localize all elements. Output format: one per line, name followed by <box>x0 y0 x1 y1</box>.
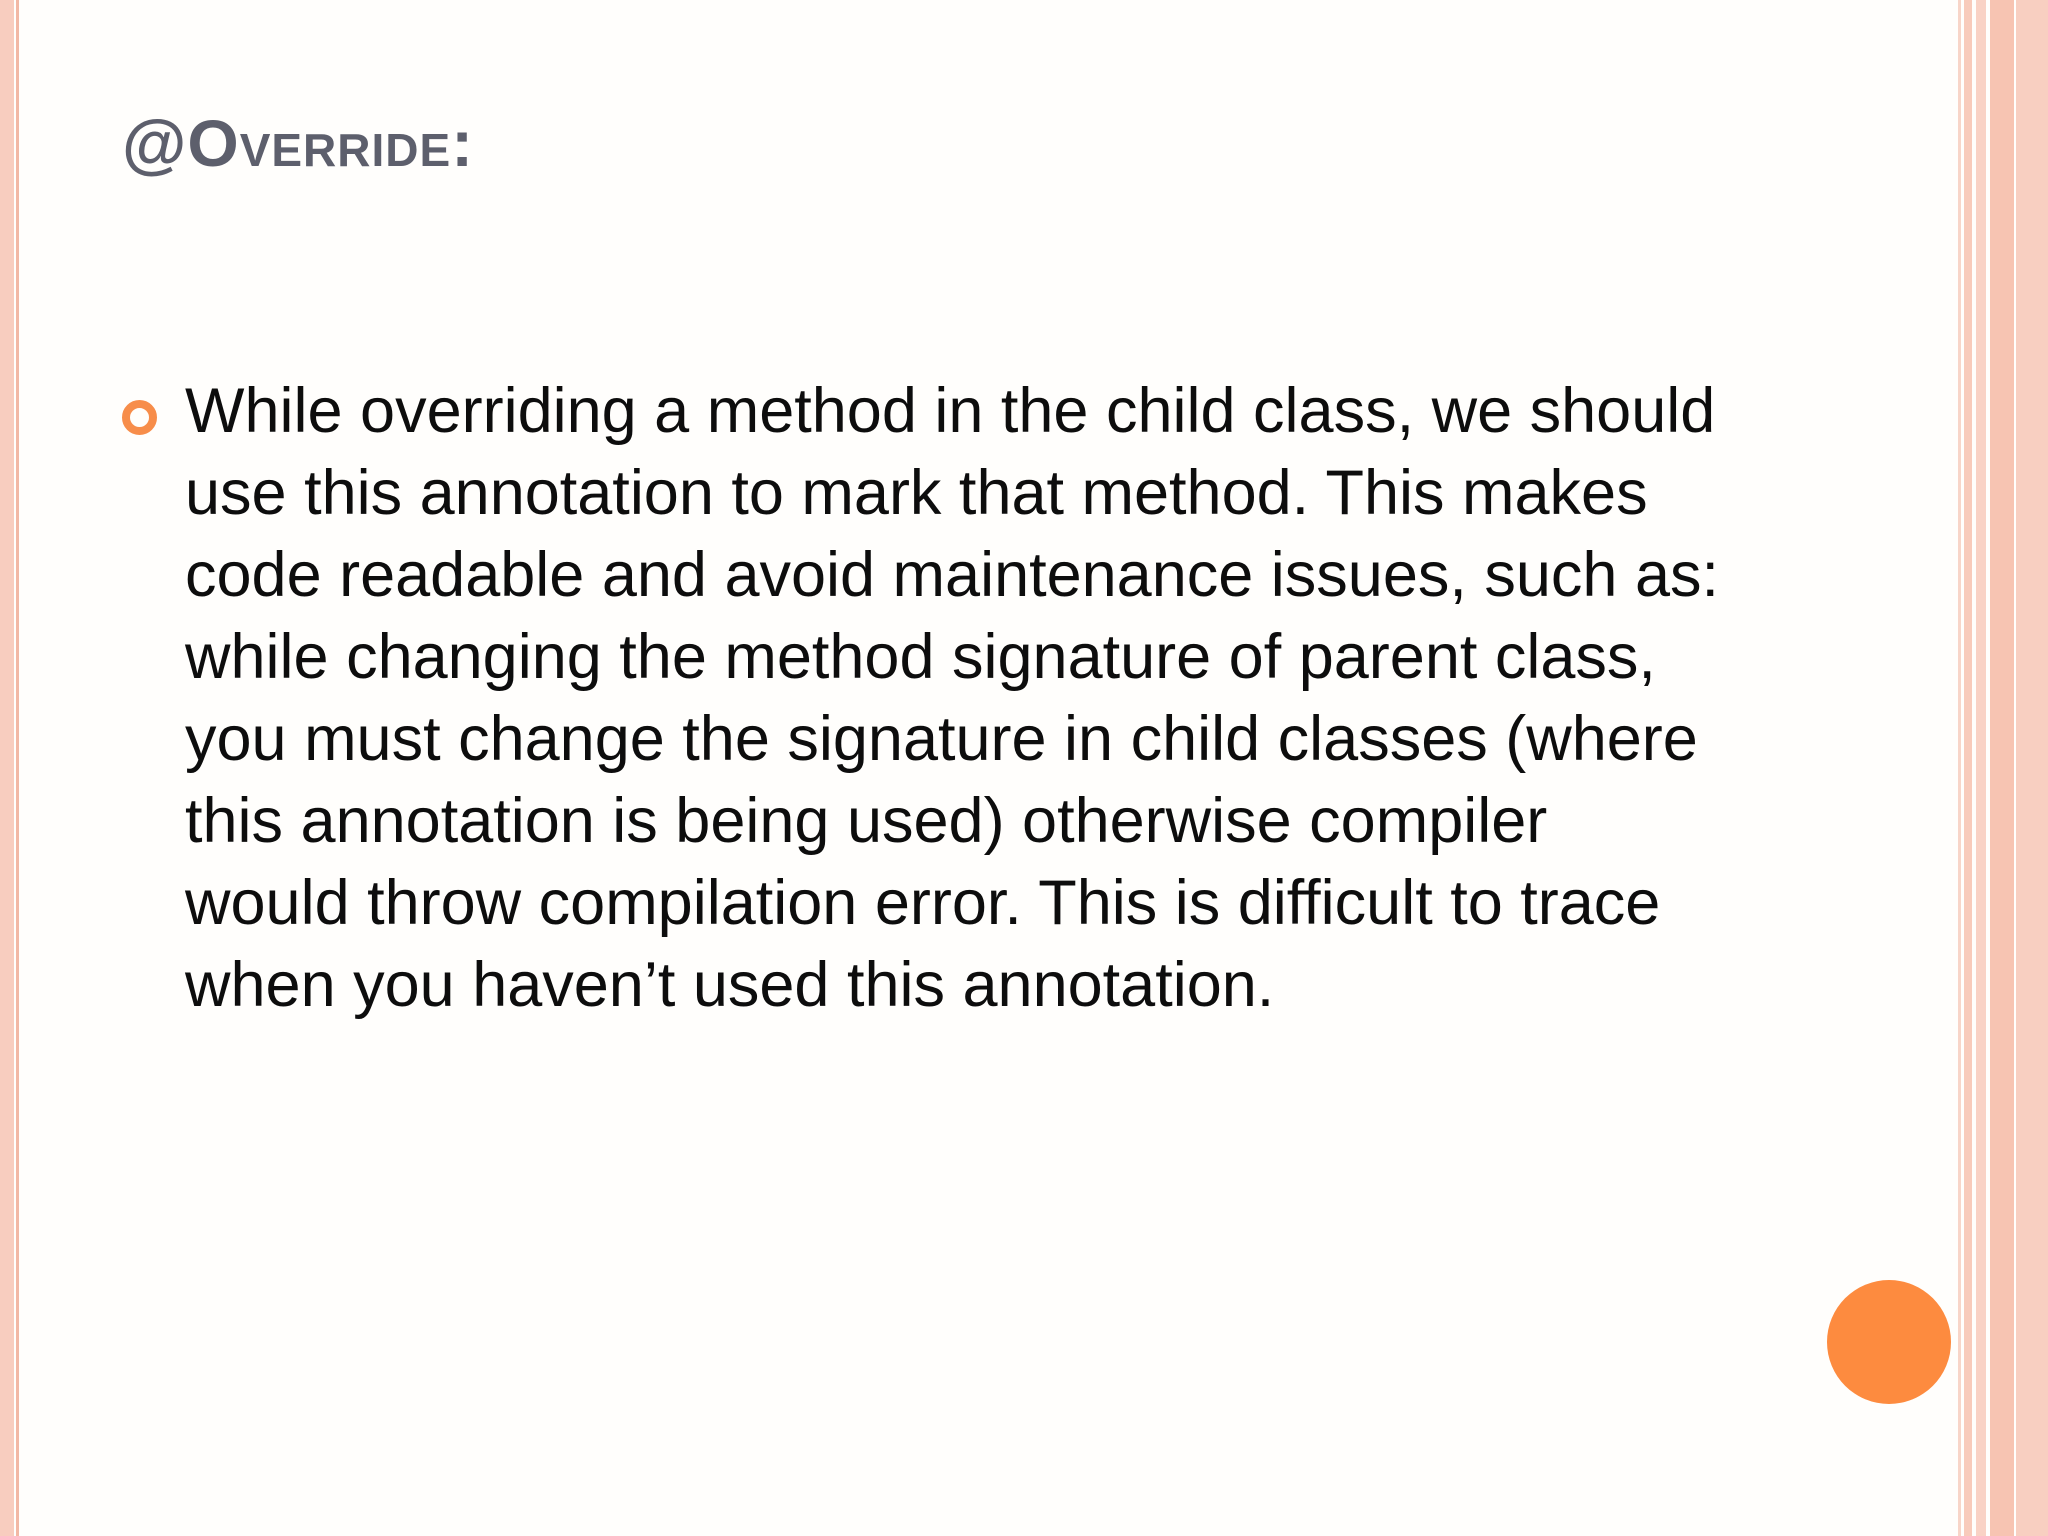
right-border-stripe <box>1958 0 1961 1536</box>
bullet-text: While overriding a method in the child class, we should use this annotation to mark that method. This makes code readable and avoid maintenance issues, such as: while changing the method signature of parent class, you must change the signature in child classes (where this annotation is being used) otherwise compiler would throw compilation error. This is difficult to trace when you haven’t used this annotation. <box>185 376 1719 1020</box>
circle-outline-bullet-icon <box>122 400 157 435</box>
right-border-stripe <box>1964 0 1972 1536</box>
orange-circle-decoration <box>1827 1280 1951 1404</box>
right-border-stripe <box>2016 0 2048 1536</box>
left-border-line <box>16 0 19 1536</box>
bullet-item <box>122 370 1722 1026</box>
right-border-stripe <box>1990 0 2014 1536</box>
slide-title: @Override: <box>122 106 475 180</box>
right-border-stripe <box>1976 0 1986 1536</box>
left-border-band <box>0 0 14 1536</box>
